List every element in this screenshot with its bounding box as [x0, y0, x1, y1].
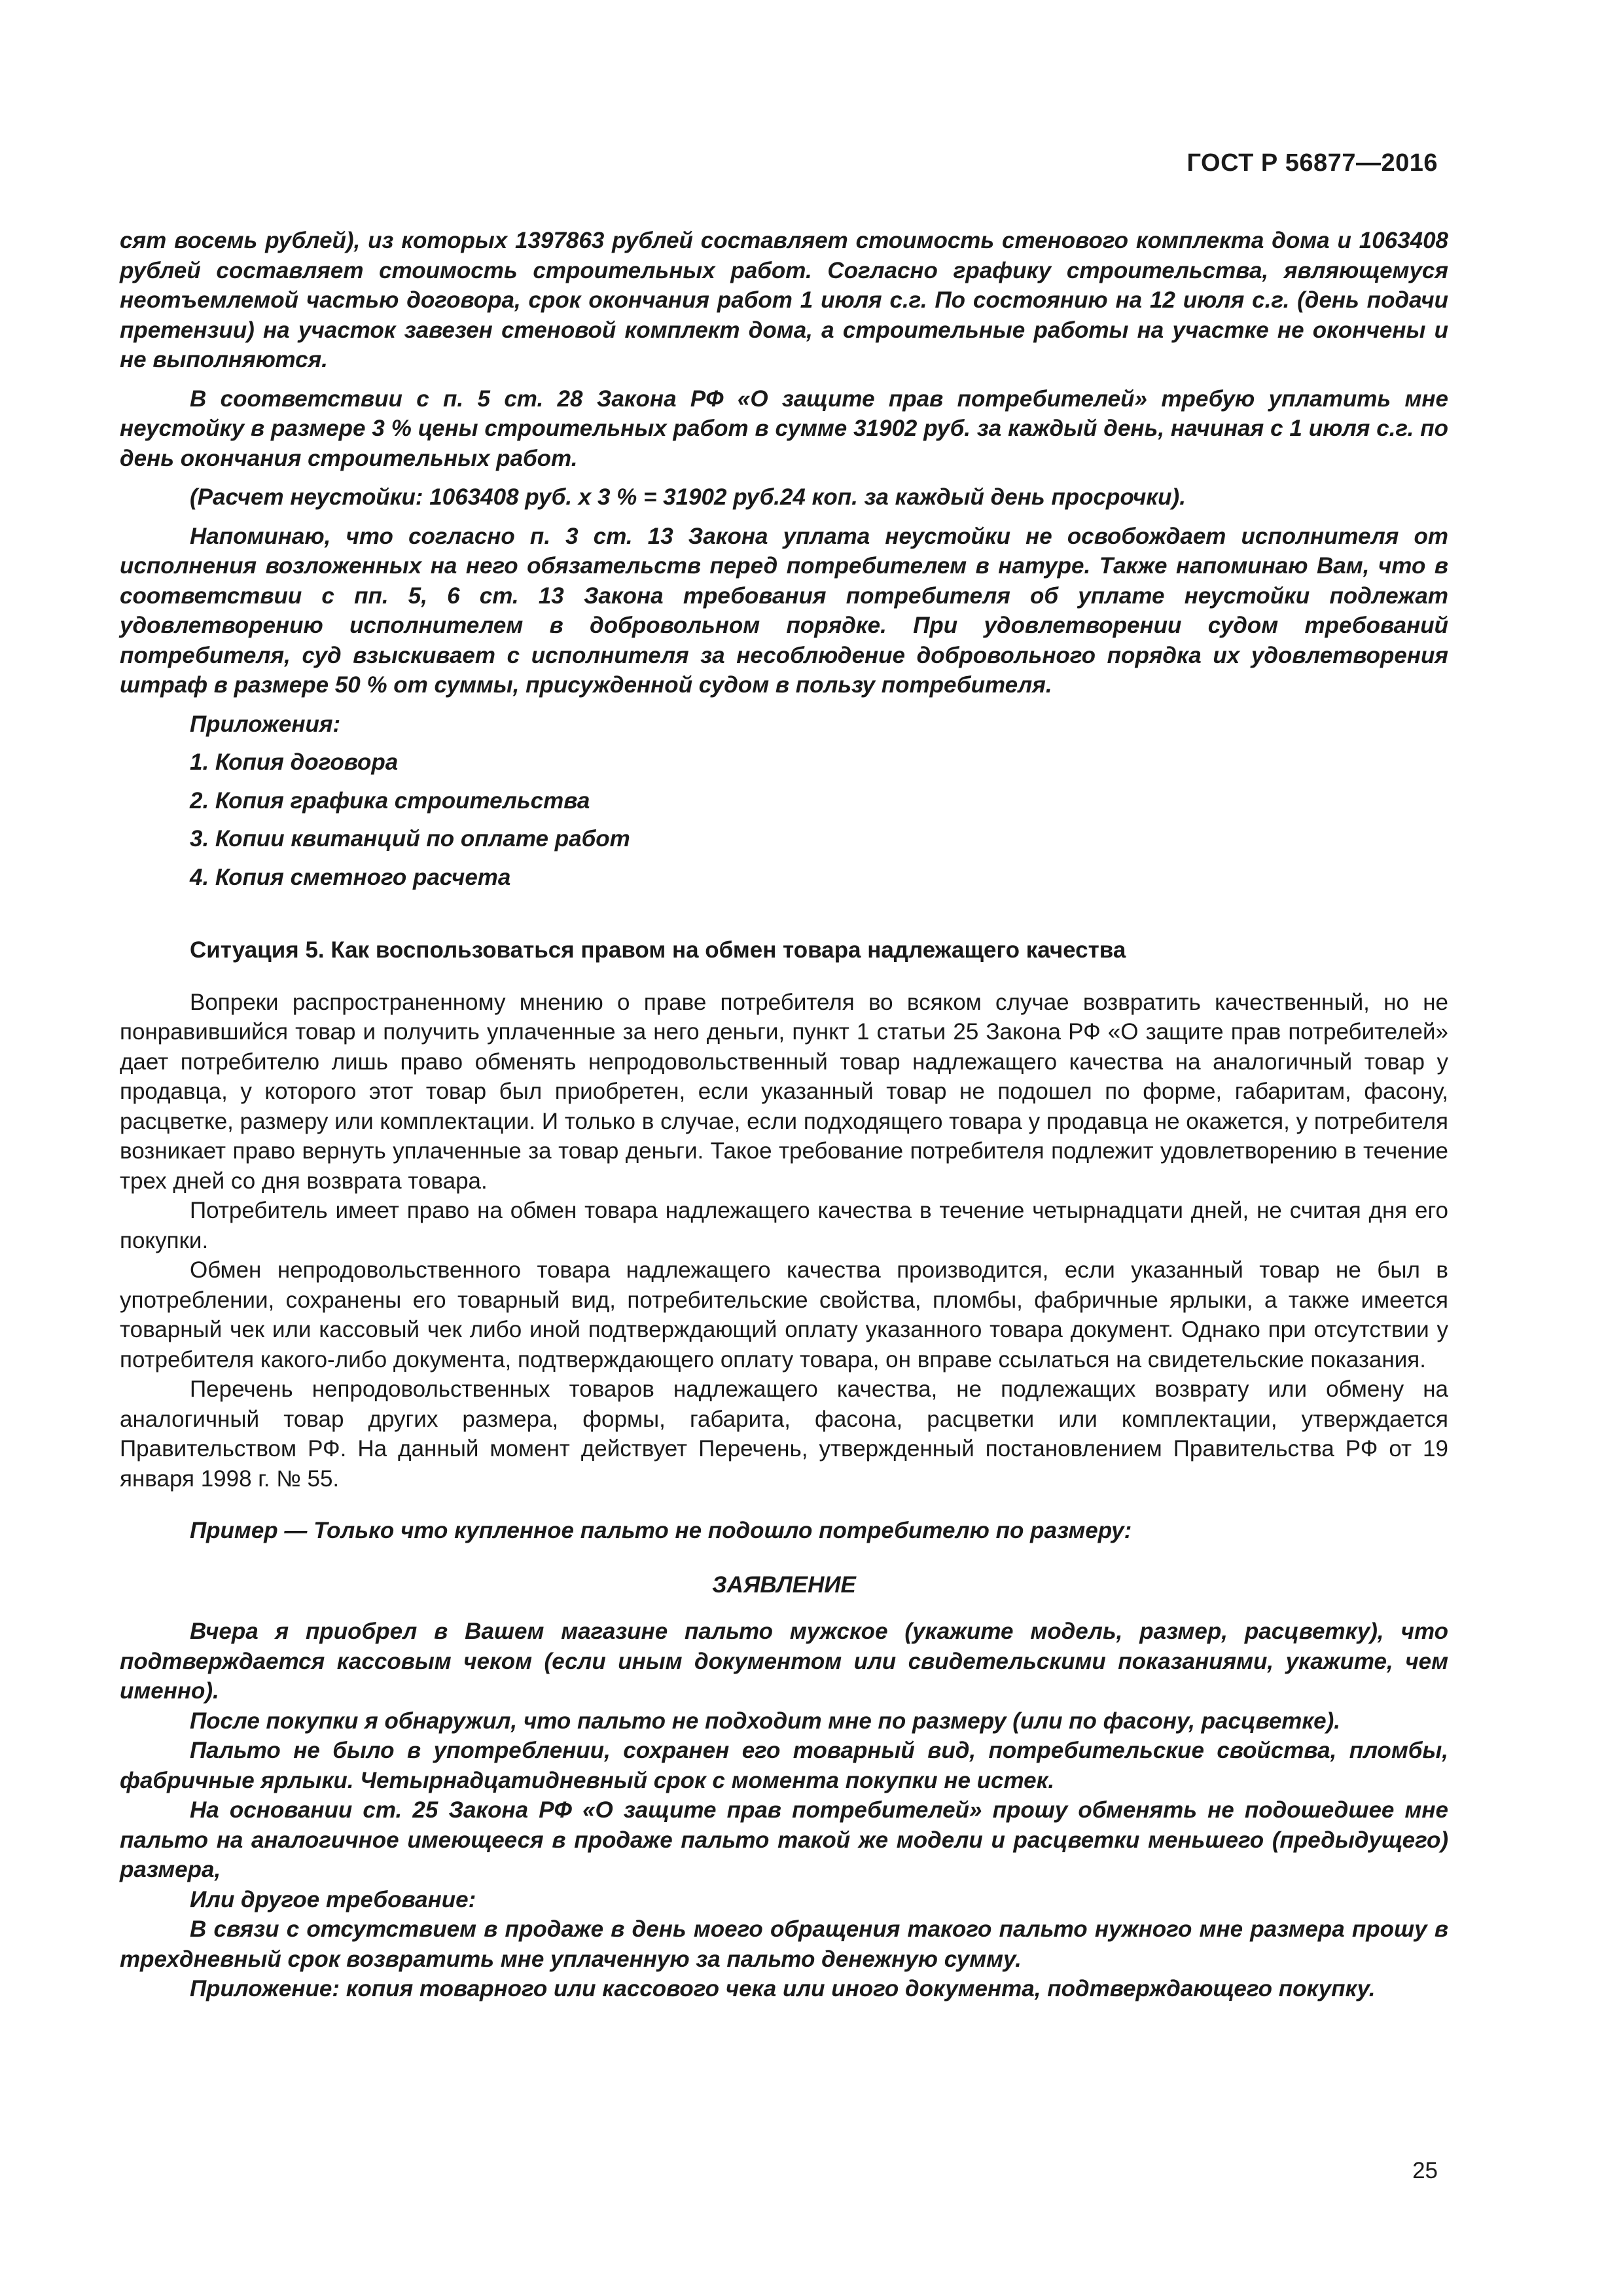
section-5-paragraph-2: Потребитель имеет право на обмен товара надлежащего качества в течение четырнадцати дней, не считая дня его покупки.: [120, 1198, 1448, 1253]
section-5-paragraph-3: Обмен непродовольственного товара надлежащего качества производится, если указанный товар не был в употреблении, сохранены его товарный вид, потребительские свойства, пломбы, фабричные ярлыки, а также имеется товарный чек или кассовый чек либо иной подтверждающий оплату указанного товара документ. Однако при отсутствии у потребителя какого-либо документа, подтверждающего оплату товара, он вправе ссылаться на свидетельские показания.: [120, 1257, 1448, 1372]
attachment-item: 2. Копия графика строительства: [190, 787, 590, 814]
statement-paragraph-4: На основании ст. 25 Закона РФ «О защите прав потребителей» прошу обменять не подошедшее мне пальто на аналогичное имеющееся в продаже пальто такой же модели и расцветки меньшего (предыдущего) размера,: [120, 1797, 1448, 1882]
section-5-paragraph-4: Перечень непродовольственных товаров надлежащего качества, не подлежащих возврату или обмену на аналогичный товар других размера, формы, габарита, фасона, расцветки или комплектации, утверждается Правительством РФ. На данный момент действует Перечень, утвержденный постановлением Правительства РФ от 19 января 1998 г. № 55.: [120, 1376, 1448, 1492]
claim-paragraph-2: В соответствии с п. 5 ст. 28 Закона РФ «О защите прав потребителей» требую уплатить мне неустойку в размере 3 % цены строительных работ в сумме 31902 руб. за каждый день, начиная с 1 июля с.г. по день окончания строительных работ.: [120, 386, 1448, 471]
claim-paragraph-calculation: (Расчет неустойки: 1063408 руб. х 3 % = 31902 руб.24 коп. за каждый день просрочки).: [190, 484, 1186, 510]
attachments-label: Приложения:: [190, 711, 341, 737]
page-content: [120, 226, 1448, 2004]
statement-paragraph-2: После покупки я обнаружил, что пальто не подходит мне по размеру (или по фасону, расцветке).: [190, 1708, 1341, 1734]
section-5-title: Ситуация 5. Как воспользоваться правом на обмен товара надлежащего качества: [190, 937, 1126, 963]
statement-paragraph-6: В связи с отсутствием в продаже в день моего обращения такого пальто нужного мне размера прошу в трехдневный срок возвратить мне уплаченную за пальто денежную сумму.: [120, 1916, 1448, 1972]
claim-paragraph-1: сят восемь рублей), из которых 1397863 рублей составляет стоимость стенового комплекта дома и 1063408 рублей составляет стоимость строительных работ. Согласно графику строительства, являющемуся неотъемлемой частью договора, срок окончания работ 1 июля с.г. По состоянию на 12 июля с.г. (день подачи претензии) на участок завезен стеновой комплект дома, а строительные работы на участке не окончены и не выполняются.: [120, 228, 1448, 372]
claim-paragraph-4: Напоминаю, что согласно п. 3 ст. 13 Закона уплата неустойки не освобождает исполнителя от исполнения возложенных на него обязательств перед потребителем в натуре. Также напоминаю Вам, что в соответствии с пп. 5, 6 ст. 13 Закона требования потребителя об уплате неустойки подлежат удовлетворению исполнителем в добровольном порядке. При удовлетворении судом требований потребителя, суд взыскивает с исполнителя за несоблюдение добровольного порядка их удовлетворения штраф в размере 50 % от суммы, присужденной судом в пользу потребителя.: [120, 523, 1448, 698]
statement-attachment: Приложение: копия товарного или кассового чека или иного документа, подтверждающего покупку.: [190, 1976, 1376, 2001]
statement-paragraph-3: Пальто не было в употреблении, сохранен его товарный вид, потребительские свойства, пломбы, фабричные ярлыки. Четырнадцатидневный срок с момента покупки не истек.: [120, 1738, 1448, 1793]
document-code-header: ГОСТ Р 56877—2016: [1186, 149, 1438, 177]
page-number: 25: [1412, 2158, 1438, 2183]
statement-paragraph-1: Вчера я приобрел в Вашем магазине пальто мужское (укажите модель, размер, расцветку), что подтверждается кассовым чеком (если иным документом или свидетельскими показаниями, укажите, чем именно).: [120, 1619, 1448, 1704]
attachment-item: 4. Копия сметного расчета: [190, 864, 511, 890]
attachment-item: 1. Копия договора: [190, 749, 399, 775]
statement-title: ЗАЯВЛЕНИЕ: [712, 1571, 856, 1598]
example-intro: Пример — Только что купленное пальто не подошло потребителю по размеру:: [190, 1518, 1132, 1543]
attachment-item: 3. Копии квитанций по оплате работ: [190, 826, 630, 852]
section-5-paragraph-1: Вопреки распространенному мнению о праве потребителя во всяком случае возвратить качественный, но не понравившийся товар и получить уплаченные за него деньги, пункт 1 статьи 25 Закона РФ «О защите прав потребителей» дает потребителю лишь право обменять непродовольственный товар надлежащего качества на аналогичный товар у продавца, у которого этот товар был приобретен, если указанный товар не подошел по форме, габаритам, фасону, расцветке, размеру или комплектации. И только в случае, если подходящего товара у продавца не окажется, у потребителя возникает право вернуть уплаченные за товар деньги. Такое требование потребителя подлежит удовлетворению в течение трех дней со дня возврата товара.: [120, 989, 1448, 1194]
statement-alternative-label: Или другое требование:: [190, 1886, 476, 1912]
